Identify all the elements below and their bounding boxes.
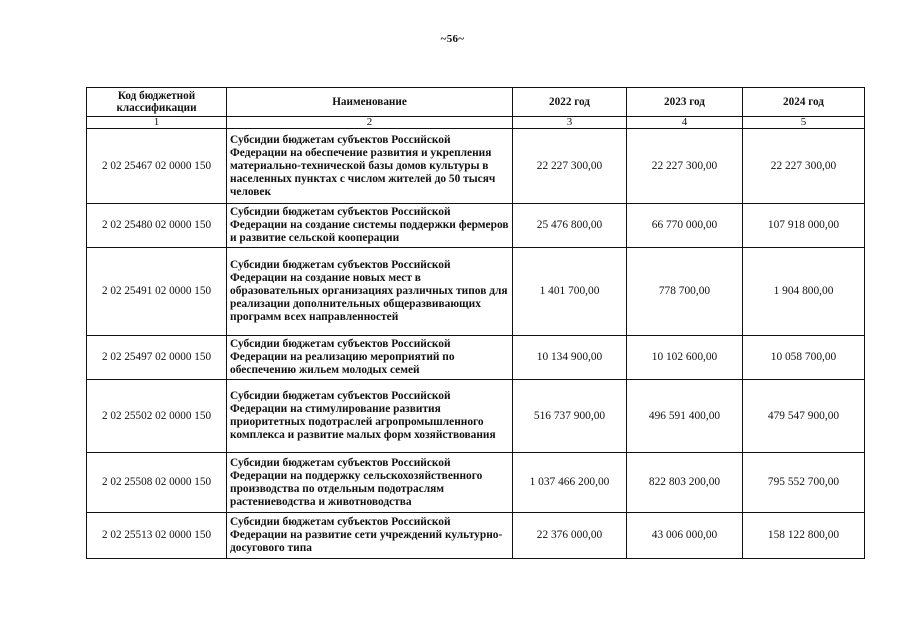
value-2024: 22 227 300,00 (743, 129, 865, 204)
header-row (87, 88, 865, 117)
item-name: Субсидии бюджетам субъектов Российской Федерации на создание новых мест в образовательных организациях различных типов для реализации дополнительных общеразвивающих программ всех направленностей (227, 248, 513, 336)
budget-code: 2 02 25513 02 0000 150 (87, 513, 227, 559)
page-number: ~56~ (440, 33, 465, 45)
value-2024: 158 122 800,00 (743, 513, 865, 559)
value-2022: 22 376 000,00 (513, 513, 627, 559)
value-2022: 1 401 700,00 (513, 248, 627, 336)
item-name: Субсидии бюджетам субъектов Российской Федерации на создание системы поддержки фермеров и развитие сельской кооперации (227, 204, 513, 248)
item-name: Субсидии бюджетам субъектов Российской Федерации на развитие сети учреждений культурно-досугового типа (227, 513, 513, 559)
budget-code: 2 02 25497 02 0000 150 (87, 336, 227, 380)
table-row (87, 204, 865, 248)
value-2022: 25 476 800,00 (513, 204, 627, 248)
value-2024: 795 552 700,00 (743, 453, 865, 513)
table-row (87, 453, 865, 513)
header-2024: 2024 год (743, 88, 865, 117)
value-2023: 822 803 200,00 (627, 453, 743, 513)
header-name: Наименование (227, 88, 513, 117)
column-number: 2 (227, 117, 513, 129)
column-number: 4 (627, 117, 743, 129)
value-2023: 66 770 000,00 (627, 204, 743, 248)
value-2022: 10 134 900,00 (513, 336, 627, 380)
header-2022: 2022 год (513, 88, 627, 117)
value-2023: 43 006 000,00 (627, 513, 743, 559)
item-name: Субсидии бюджетам субъектов Российской Федерации на стимулирование развития приоритетных подотраслей агропромышленного комплекса и развитие малых форм хозяйствования (227, 380, 513, 453)
value-2024: 107 918 000,00 (743, 204, 865, 248)
column-number: 3 (513, 117, 627, 129)
budget-code: 2 02 25502 02 0000 150 (87, 380, 227, 453)
value-2023: 778 700,00 (627, 248, 743, 336)
item-name: Субсидии бюджетам субъектов Российской Федерации на реализацию мероприятий по обеспечению жильем молодых семей (227, 336, 513, 380)
value-2024: 479 547 900,00 (743, 380, 865, 453)
item-name: Субсидии бюджетам субъектов Российской Федерации на поддержку сельскохозяйственного производства по отдельным подотраслям растениеводства и животноводства (227, 453, 513, 513)
value-2022: 1 037 466 200,00 (513, 453, 627, 513)
value-2024: 1 904 800,00 (743, 248, 865, 336)
header-code: Код бюджетной классификации (87, 88, 227, 117)
budget-table (86, 87, 865, 559)
table-row (87, 380, 865, 453)
column-number: 5 (743, 117, 865, 129)
value-2022: 516 737 900,00 (513, 380, 627, 453)
value-2024: 10 058 700,00 (743, 336, 865, 380)
table-row (87, 513, 865, 559)
table-row (87, 336, 865, 380)
value-2023: 496 591 400,00 (627, 380, 743, 453)
budget-code: 2 02 25467 02 0000 150 (87, 129, 227, 204)
value-2023: 10 102 600,00 (627, 336, 743, 380)
value-2022: 22 227 300,00 (513, 129, 627, 204)
budget-code: 2 02 25508 02 0000 150 (87, 453, 227, 513)
table-row (87, 129, 865, 204)
column-number: 1 (87, 117, 227, 129)
budget-code: 2 02 25480 02 0000 150 (87, 204, 227, 248)
value-2023: 22 227 300,00 (627, 129, 743, 204)
budget-code: 2 02 25491 02 0000 150 (87, 248, 227, 336)
header-2023: 2023 год (627, 88, 743, 117)
table-row (87, 248, 865, 336)
column-number-row (87, 117, 865, 129)
item-name: Субсидии бюджетам субъектов Российской Федерации на обеспечение развития и укрепления материально-технической базы домов культуры в населенных пунктах с числом жителей до 50 тысяч человек (227, 129, 513, 204)
